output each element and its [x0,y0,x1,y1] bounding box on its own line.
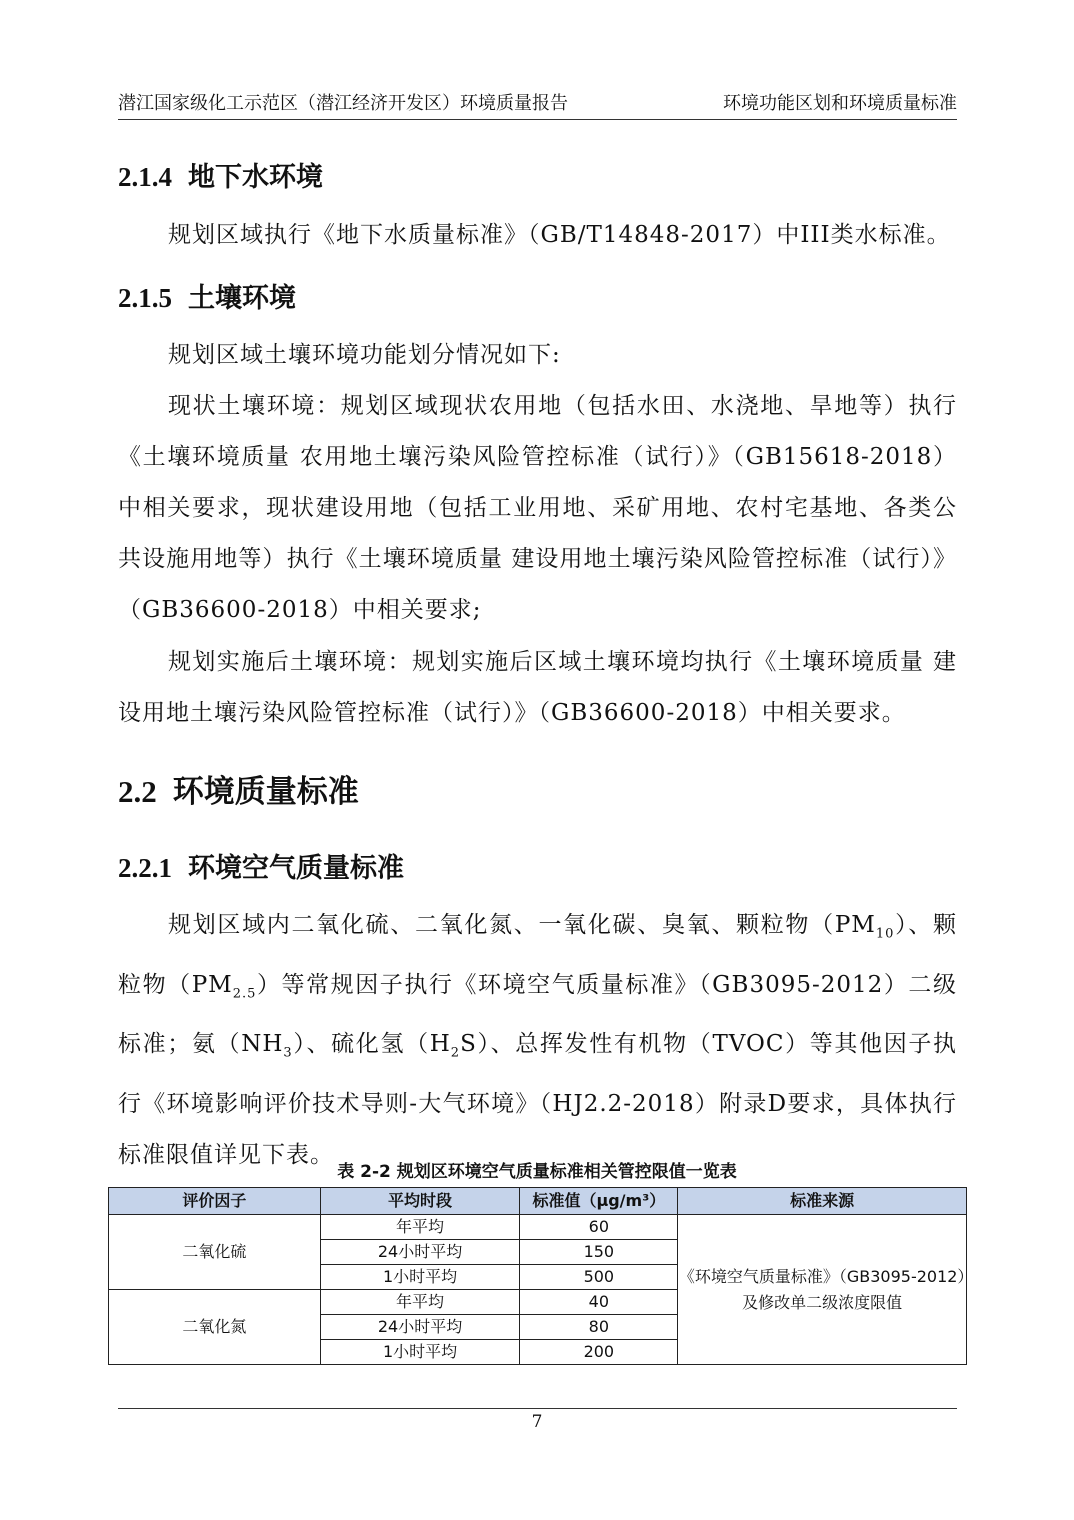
period-cell: 24小时平均 [320,1315,520,1340]
subscript: 3 [283,1045,293,1061]
subscript: 2 [450,1045,461,1061]
table-row [109,1215,967,1240]
value-cell: 40 [520,1290,678,1315]
heading-2-2-1 [118,846,404,885]
source-cell: 《环境空气质量标准》（GB3095-2012）及修改单二级浓度限值 [678,1215,967,1365]
subscript: 2.5 [232,986,257,1002]
period-cell: 年平均 [320,1215,520,1240]
heading-2-1-5 [118,276,296,315]
factor-cell: 二氧化氮 [109,1290,321,1365]
value-cell: 200 [520,1340,678,1365]
footer-divider [118,1408,957,1409]
factor-cell: 二氧化硫 [109,1215,321,1290]
table-caption: 表 2-2 规划区环境空气质量标准相关管控限值一览表 [337,1162,737,1182]
heading-title: 环境空气质量标准 [188,853,404,884]
header-factor: 评价因子 [109,1188,321,1215]
text-segment: ）、颗粒物（PM [118,912,957,998]
heading-number: 2.2.1 [118,853,172,883]
paragraph-groundwater: 规划区域执行《地下水质量标准》（GB/T14848-2017）中III类水标准。 [168,222,951,248]
text-segment: 规划区域内二氧化硫、二氧化氮、一氧化碳、臭氧、颗粒物（PM [168,912,876,938]
header-chapter-title: 环境功能区划和环境质量标准 [723,93,957,114]
value-cell: 150 [520,1240,678,1265]
air-quality-standards-table [108,1187,967,1365]
header-period: 平均时段 [320,1188,520,1215]
heading-2-1-4 [118,155,323,194]
table-header-row [109,1188,967,1215]
heading-number: 2.2 [118,774,157,809]
period-cell: 24小时平均 [320,1240,520,1265]
text-segment: ）等常规因子执行《环境空气质量标准》（GB3095-2012）二级标准；氨（NH [118,971,957,1058]
subscript: 10 [875,926,895,942]
header-report-title: 潜江国家级化工示范区（潜江经济开发区）环境质量报告 [118,93,568,114]
paragraph-soil-intro: 规划区域土壤环境功能划分情况如下: [168,342,561,368]
value-cell: 80 [520,1315,678,1340]
heading-number: 2.1.4 [118,162,172,192]
page-header [118,93,957,120]
period-cell: 1小时平均 [320,1340,520,1365]
heading-title: 地下水环境 [188,162,323,193]
period-cell: 1小时平均 [320,1265,520,1290]
paragraph-air-quality [118,900,957,1181]
text-segment: ）、硫化氢（H [292,1031,451,1058]
period-cell: 年平均 [320,1290,520,1315]
heading-2-2 [118,766,359,811]
header-value: 标准值（μg/m³） [520,1188,678,1215]
text-segment: S）、总挥发性有机物（TVOC）等其他因子执行《环境影响评价技术导则-大气环境》（HJ2.2-2018）附录D要求，具体执行标准限值详见下表。 [118,1031,957,1168]
heading-title: 土壤环境 [188,283,296,314]
heading-number: 2.1.5 [118,283,172,313]
paragraph-soil-current: 现状土壤环境：规划区域现状农用地（包括水田、水浇地、旱地等）执行《土壤环境质量 农用地土壤污染风险管控标准（试行）》（GB15618-2018）中相关要求，现状建设用地（包括工业用地、采矿用地、农村宅基地、各类公共设施用地等）执行《土壤环境质量 建设用地土壤污染风险管控标准（试行）》（GB36600-2018）中相关要求; [118,393,957,623]
page-number: 7 [531,1412,543,1432]
paragraph-soil-after: 规划实施后土壤环境：规划实施后区域土壤环境均执行《土壤环境质量 建设用地土壤污染风险管控标准（试行）》（GB36600-2018）中相关要求。 [118,649,957,726]
value-cell: 60 [520,1215,678,1240]
value-cell: 500 [520,1265,678,1290]
header-source: 标准来源 [678,1188,967,1215]
heading-title: 环境质量标准 [172,774,359,810]
